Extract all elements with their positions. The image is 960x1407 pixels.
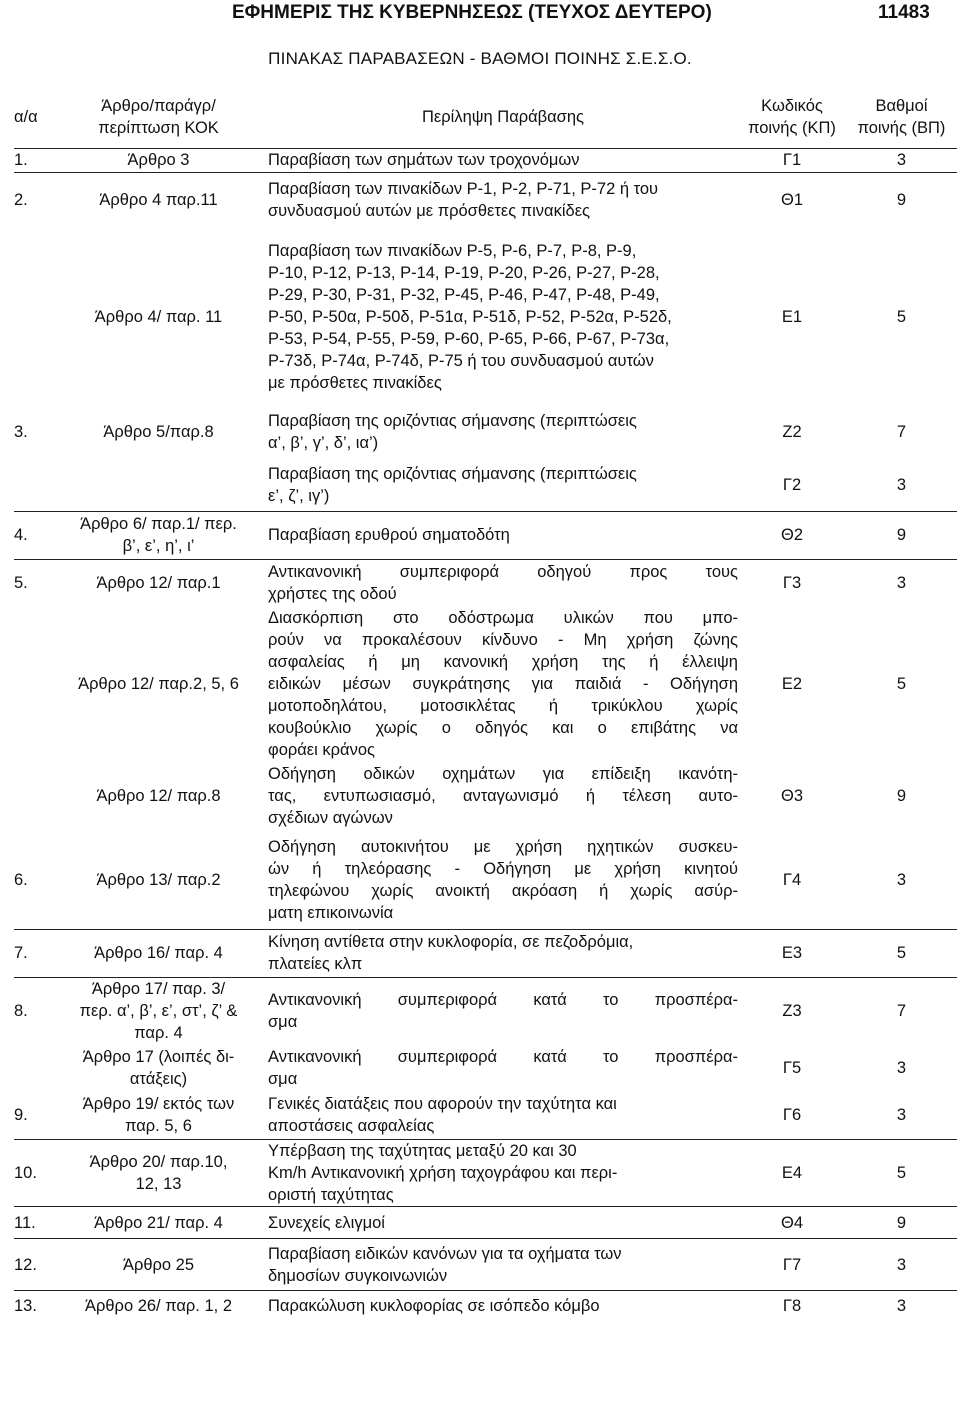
row-penalty-grade: 3 — [846, 1239, 957, 1291]
col-header-summary: Περίληψη Παράβασης — [422, 107, 584, 126]
summary-line: ών ή τηλεόρασης - Οδήγηση με χρήση κινητού — [268, 859, 738, 878]
row-summary — [263, 1092, 738, 1140]
article-line: παρ. 5, 6 — [125, 1117, 192, 1136]
row-article — [54, 761, 263, 831]
table-row — [14, 459, 957, 511]
page-number: 11483 — [878, 2, 930, 23]
col-header-grade: Βαθμοί ποινής (ΒΠ) — [857, 96, 946, 137]
article-line: Άρθρο 19/ εκτός των — [82, 1095, 235, 1114]
row-num: 6. — [14, 870, 28, 889]
summary-line: α’, β’, γ’, δ’, ια’) — [268, 434, 379, 452]
row-penalty-code: Γ7 — [738, 1239, 846, 1291]
row-penalty-code: Ε3 — [738, 929, 846, 977]
row-num — [14, 1044, 54, 1092]
summary-line: φοράει κράνος — [268, 741, 375, 759]
row-penalty-grade: 5 — [896, 307, 907, 326]
table-row — [14, 1044, 957, 1092]
article-line: β’, ε’, η’, ι’ — [122, 537, 195, 555]
col-header-article: Άρθρο/παράγρ/ περίπτωση ΚΟΚ — [98, 96, 219, 137]
summary-line: Παραβίαση των σημάτων των τροχονόμων — [268, 151, 580, 169]
row-num: 13. — [14, 1291, 54, 1321]
summary-line: σμα — [268, 1012, 298, 1031]
table-row — [14, 148, 957, 172]
row-penalty-grade: 3 — [896, 1058, 907, 1077]
row-penalty-grade: 7 — [846, 977, 957, 1044]
article-line: Άρθρο 12/ παρ.1 — [96, 574, 221, 593]
row-num: 8. — [14, 977, 54, 1044]
row-summary — [263, 511, 738, 559]
row-article — [54, 1140, 263, 1207]
summary-line: Αντικανονική συμπεριφορά οδηγού προς τους — [268, 563, 738, 582]
row-penalty-grade: 9 — [846, 511, 957, 559]
summary-line: Παρακώλυση κυκλοφορίας σε ισόπεδο κόμβο — [268, 1296, 600, 1315]
summary-line: τηλεφώνου χωρίς ανοικτή ακρόαση ή χωρίς ασύρ- — [268, 881, 738, 900]
summary-line: Km/h Αντικανονική χρήση ταχογράφου και περι- — [268, 1164, 618, 1182]
row-summary — [263, 1140, 738, 1207]
article-line: Άρθρο 3 — [127, 151, 190, 169]
summary-line: Ρ-73δ, Ρ-74α, Ρ-74δ, Ρ-75 ή του συνδυασμού αυτών — [268, 351, 654, 370]
row-penalty-grade: 9 — [846, 172, 957, 228]
row-penalty-code: Ζ2 — [782, 423, 802, 441]
article-line: Άρθρο 4 παρ.11 — [99, 191, 218, 210]
row-summary — [263, 607, 738, 761]
row-summary — [263, 929, 738, 977]
row-article — [54, 1239, 263, 1291]
summary-line: Υπέρβαση της ταχύτητας μεταξύ 20 και 30 — [268, 1142, 577, 1160]
summary-line: πλατείες κλπ — [268, 955, 363, 973]
summary-line: Ρ-53, Ρ-54, Ρ-55, Ρ-59, Ρ-60, Ρ-65, Ρ-66, Ρ-67, Ρ-73α, — [268, 329, 670, 348]
summary-line: τας, εντυπωσιασμό, ανταγωνισμό ή τέλεση αυτο- — [268, 787, 738, 805]
row-num — [14, 228, 54, 405]
summary-line: Διασκόρπιση στο οδόστρωμα υλικών που μπο- — [268, 609, 738, 627]
table-row — [14, 1207, 957, 1239]
row-summary — [263, 172, 738, 228]
table-row — [14, 1291, 957, 1321]
row-summary — [263, 1291, 738, 1321]
row-article — [54, 172, 263, 228]
row-article — [54, 1092, 263, 1140]
summary-line: κουβούκλιο χωρίς ο οδηγός και ο επιβάτης να — [268, 719, 738, 737]
table-row — [14, 607, 957, 761]
summary-line: Ρ-50, Ρ-50α, Ρ-50δ, Ρ-51α, Ρ-51δ, Ρ-52, Ρ-52α, Ρ-52δ, — [268, 307, 672, 326]
row-num: 12. — [14, 1239, 54, 1291]
row-num: 5. — [14, 559, 54, 607]
row-penalty-code: Θ2 — [738, 511, 846, 559]
table-header-row — [14, 86, 957, 148]
article-line: Άρθρο 6/ παρ.1/ περ. — [80, 515, 237, 533]
row-penalty-code: Γ5 — [782, 1058, 802, 1077]
row-penalty-grade: 3 — [896, 1106, 907, 1125]
col-header-code: Κωδικός ποινής (ΚΠ) — [748, 96, 836, 137]
article-line: Άρθρο 26/ παρ. 1, 2 — [84, 1296, 232, 1315]
row-summary — [263, 228, 738, 405]
summary-line: σχέδιων αγώνων — [268, 809, 393, 827]
article-line: Άρθρο 12/ παρ.2, 5, 6 — [78, 675, 239, 693]
row-penalty-grade: 5 — [846, 1140, 957, 1207]
summary-line: σμα — [268, 1069, 298, 1088]
summary-line: Οδήγηση αυτοκινήτου με χρήση ηχητικών συσκευ- — [268, 837, 738, 856]
gazette-title: ΕΦΗΜΕΡΙΣ ΤΗΣ ΚΥΒΕΡΝΗΣΕΩΣ (ΤΕΥΧΟΣ ΔΕΥΤΕΡΟ) — [232, 2, 712, 23]
table-row — [14, 977, 957, 1044]
summary-line: ειδικών μέσων συγκράτησης για παιδιά - Οδήγηση — [268, 675, 738, 693]
table-row — [14, 1239, 957, 1291]
summary-line: συνδυασμού αυτών με πρόσθετες πινακίδες — [268, 202, 591, 221]
row-penalty-grade: 3 — [896, 870, 907, 889]
row-penalty-code: Ε2 — [781, 675, 803, 693]
table-row — [14, 228, 957, 405]
article-line: Άρθρο 17 (λοιπές δι- — [82, 1047, 235, 1066]
row-num — [14, 459, 54, 511]
violations-table — [14, 86, 957, 1321]
row-penalty-grade: 5 — [896, 675, 907, 693]
table-row — [14, 929, 957, 977]
page-header — [0, 2, 960, 26]
article-line: Άρθρο 16/ παρ. 4 — [94, 944, 223, 962]
row-penalty-code: Γ6 — [782, 1106, 802, 1125]
row-penalty-code: Θ4 — [738, 1207, 846, 1239]
row-penalty-grade: 3 — [846, 1291, 957, 1321]
row-summary — [263, 1207, 738, 1239]
row-article — [54, 148, 263, 172]
row-summary — [263, 1239, 738, 1291]
row-article — [54, 607, 263, 761]
summary-line: αποστάσεις ασφαλείας — [268, 1117, 435, 1136]
article-line: Άρθρο 13/ παρ.2 — [96, 870, 221, 889]
row-penalty-code: Θ3 — [780, 787, 803, 805]
row-penalty-code: Γ8 — [738, 1291, 846, 1321]
row-num: 7. — [14, 929, 54, 977]
table-title: ΠΙΝΑΚΑΣ ΠΑΡΑΒΑΣΕΩΝ - ΒΑΘΜΟΙ ΠΟΙΝΗΣ Σ.Ε.Σ.Ο. — [268, 49, 692, 68]
row-article — [54, 228, 263, 405]
row-article — [54, 977, 263, 1044]
summary-line: Αντικανονική συμπεριφορά κατά το προσπέρα- — [268, 1047, 738, 1066]
row-num: 3. — [14, 423, 28, 441]
summary-line: Γενικές διατάξεις που αφορούν την ταχύτητα και — [268, 1095, 617, 1114]
article-line: περ. α’, β’, ε’, στ’, ζ’ & — [79, 1001, 238, 1020]
article-line: Άρθρο 5/παρ.8 — [103, 423, 214, 441]
summary-line: Παραβίαση ερυθρού σηματοδότη — [268, 526, 510, 544]
article-line: Άρθρο 20/ παρ.10, — [89, 1153, 228, 1171]
article-line: 12, 13 — [135, 1175, 182, 1193]
summary-line: δημοσίων συγκοινωνιών — [268, 1266, 448, 1285]
row-penalty-code: Ε4 — [738, 1140, 846, 1207]
row-penalty-code: Γ2 — [782, 475, 802, 494]
summary-line: Παραβίαση των πινακίδων Ρ-5, Ρ-6, Ρ-7, Ρ-8, Ρ-9, — [268, 241, 637, 260]
row-penalty-code: Ε1 — [781, 307, 803, 326]
row-penalty-code: Γ4 — [782, 870, 802, 889]
summary-line: Ρ-10, Ρ-12, Ρ-13, Ρ-14, Ρ-19, Ρ-20, Ρ-26, Ρ-27, Ρ-28, — [268, 263, 660, 282]
row-summary — [263, 977, 738, 1044]
summary-line: Παραβίαση των πινακίδων Ρ-1, Ρ-2, Ρ-71, Ρ-72 ή του — [268, 180, 659, 199]
row-penalty-code: Γ3 — [738, 559, 846, 607]
row-article — [54, 831, 263, 929]
summary-line: με πρόσθετες πινακίδες — [268, 373, 442, 392]
row-num: 1. — [14, 148, 54, 172]
row-article — [54, 559, 263, 607]
table-row — [14, 831, 957, 929]
table-row — [14, 1140, 957, 1207]
row-article — [54, 1207, 263, 1239]
summary-line: μοτοποδηλάτου, μοτοσικλέτας ή τρικύκλου χωρίς — [268, 697, 738, 715]
summary-line: οριστή ταχύτητας — [268, 1186, 394, 1204]
article-line: παρ. 4 — [134, 1023, 183, 1042]
row-article — [54, 929, 263, 977]
row-penalty-grade: 3 — [846, 148, 957, 172]
summary-line: Κίνηση αντίθετα στην κυκλοφορία, σε πεζοδρόμια, — [268, 933, 634, 951]
row-penalty-grade: 9 — [846, 1207, 957, 1239]
table-row — [14, 172, 957, 228]
table-row — [14, 1092, 957, 1140]
summary-line: ασφαλείας ή μη κανονική χρήση της ή έλλειψη — [268, 653, 738, 671]
article-line: Άρθρο 4/ παρ. 11 — [94, 307, 223, 326]
col-header-num: α/α — [14, 107, 38, 126]
row-summary — [263, 405, 738, 459]
row-summary — [263, 148, 738, 172]
article-line: Άρθρο 21/ παρ. 4 — [94, 1213, 223, 1232]
row-summary — [263, 761, 738, 831]
summary-line: Παραβίαση ειδικών κανόνων για τα οχήματα των — [268, 1244, 622, 1263]
row-article — [54, 1044, 263, 1092]
row-article — [54, 405, 263, 459]
row-article — [54, 511, 263, 559]
row-penalty-code: Γ1 — [738, 148, 846, 172]
row-penalty-grade: 9 — [896, 787, 907, 805]
row-num — [14, 607, 54, 761]
article-line: Άρθρο 17/ παρ. 3/ — [91, 979, 226, 998]
row-num: 4. — [14, 511, 54, 559]
row-summary — [263, 459, 738, 511]
article-line: Άρθρο 25 — [122, 1255, 195, 1274]
summary-line: Συνεχείς ελιγμοί — [268, 1213, 385, 1232]
row-num: 10. — [14, 1140, 54, 1207]
row-article — [54, 459, 263, 511]
summary-line: χρήστες της οδού — [268, 585, 397, 604]
article-line: Άρθρο 12/ παρ.8 — [96, 787, 221, 805]
article-line: ατάξεις) — [129, 1069, 188, 1088]
summary-line: Οδήγηση οδικών οχημάτων για επίδειξη ικανότη- — [268, 765, 738, 783]
summary-line: ρούν να προκαλέσουν κίνδυνο - Μη χρήση ζώνης — [268, 631, 738, 649]
row-num: 11. — [14, 1207, 54, 1239]
row-summary — [263, 831, 738, 929]
summary-line: ε’, ζ’, ιγ’) — [268, 486, 330, 505]
table-row — [14, 559, 957, 607]
row-summary — [263, 1044, 738, 1092]
row-penalty-code: Ζ3 — [738, 977, 846, 1044]
summary-line: Ρ-29, Ρ-30, Ρ-31, Ρ-32, Ρ-45, Ρ-46, Ρ-47, Ρ-48, Ρ-49, — [268, 285, 660, 304]
row-num — [14, 761, 54, 831]
table-row — [14, 761, 957, 831]
table-row — [14, 405, 957, 459]
row-summary — [263, 559, 738, 607]
row-penalty-grade: 3 — [846, 559, 957, 607]
row-penalty-grade: 5 — [846, 929, 957, 977]
summary-line: Αντικανονική συμπεριφορά κατά το προσπέρα- — [268, 990, 738, 1009]
row-article — [54, 1291, 263, 1321]
summary-line: Παραβίαση της οριζόντιας σήμανσης (περιπτώσεις — [268, 412, 637, 430]
row-penalty-grade: 7 — [896, 423, 907, 441]
row-num: 9. — [14, 1106, 28, 1125]
summary-line: ματη επικοινωνία — [268, 903, 394, 922]
summary-line: Παραβίαση της οριζόντιας σήμανσης (περιπτώσεις — [268, 464, 637, 483]
row-penalty-grade: 3 — [896, 475, 907, 494]
table-row — [14, 511, 957, 559]
row-num: 2. — [14, 172, 54, 228]
row-penalty-code: Θ1 — [738, 172, 846, 228]
